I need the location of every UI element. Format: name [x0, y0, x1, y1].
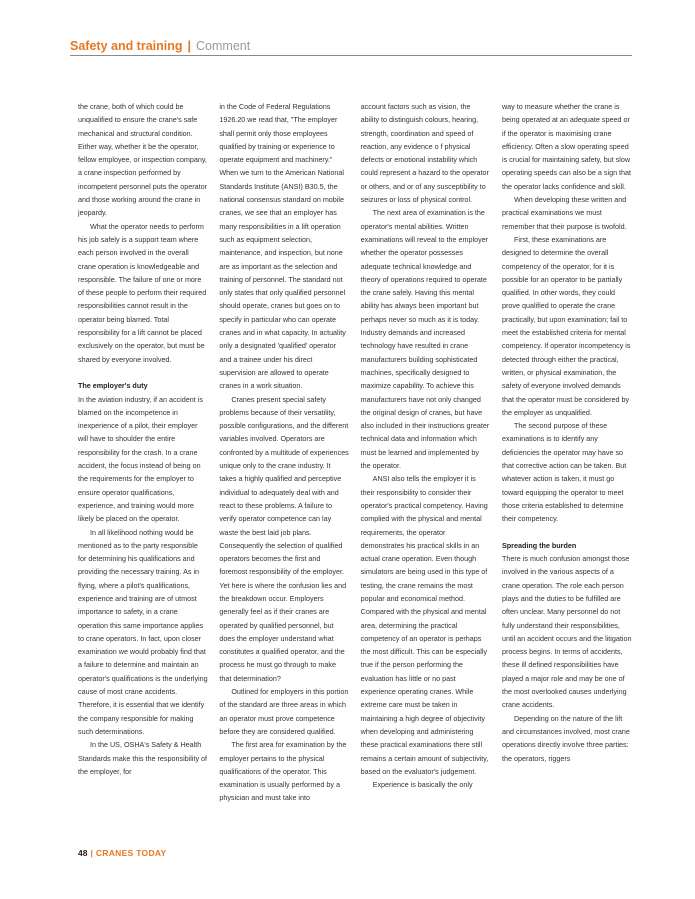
paragraph: There is much confusion amongst those involved in the various aspects of a crane operation. The role each person plays and the duties to be fulfilled are often unclear. Many personnel do not fully understand their responsibilities, until an accident occurs and the litigation process begins. In terms of accidents, these ill defined responsibilities have played a major role and may be one of the most overlooked causes underlying crane accidents.: [501, 554, 632, 710]
article-column-1: [78, 100, 208, 805]
paragraph: What the operator needs to perform his job safely is a support team where each person involved in the overall crane operation is knowledgeable and responsible. The failure of one or more of these people to perform their required responsibilities cannot result in the operator being blamed. Total responsibility for a lift cannot be placed exclusively on the operator, but must be shared by everyone involved.: [78, 221, 207, 364]
article-column-3: [361, 100, 491, 805]
paragraph: In all likelihood nothing would be mentioned as to the party responsible for determining his qualifications and providing the necessary training. As in flying, where a pilot's qualifications, experience and training are of utmost importance to safety, in a crane operation this same importance applies to crane operators. In fact, upon closer examination we would probably find that a failure to determine and maintain an operator's qualifications is the underlying cause of most crane accidents. Therefore, it is essential that we identify the company responsible for making such determinations.: [78, 527, 208, 736]
paragraph: Experience is basically the only: [372, 780, 473, 790]
footer-separator: |: [90, 848, 93, 858]
paragraph: account factors such as vision, the ability to distinguish colours, hearing, strength, coordination and speed of reaction, any evidence o f physical defects or emotional instability which could represent a hazard to the operator or others, and or of any susceptibility to seizures or loss of physical control.: [360, 102, 489, 205]
paragraph: In the US, OSHA's Safety & Health Standards make this the responsibility of the employer, for: [78, 740, 208, 776]
section-subtitle: Comment: [196, 39, 251, 53]
subheading: Spreading the burden: [501, 540, 577, 550]
paragraph: The first area for examination by the employer pertains to the physical qualifications of the operator. This examination is usually performed by a physician and must take into: [219, 740, 347, 803]
section-title: Safety and training: [70, 39, 183, 53]
paragraph: When developing these written and practical examinations we must remember that their purpose is twofold.: [501, 195, 627, 231]
page-footer: [78, 847, 167, 859]
article-column-2: [219, 100, 349, 805]
paragraph: ANSI also tells the employer it is their responsibility to consider their operator's practical competency. Having complied with the physical and mental requirements, the operator demonstrates his practical skills in an actual crane operation. Even though simulators are being used in this type of testing, the crane remains the most popular and economical method. Compared with the physical and mental area, determining the practical competency of an operator is perhaps the most difficult. This can be especially true if the person performing the evaluation has little or no past experience operating cranes. While extreme care must be taken in maintaining a high degree of objectivity when developing and administering these practical examinations there still remains a certain amount of subjectivity, based on the evaluator's judgement.: [360, 474, 489, 776]
paragraph: in the Code of Federal Regulations 1926.20 we read that, "The employer shall permit only those employees qualified by training or experience to operate equipment and machinery." When we turn to the American National Standards Institute (ANSI) B30.5, the national consensus standard on mobile cranes, we see that an employer has many responsibilities in a lift operation such as equipment selection, maintenance, and inspection, but none are as important as the selection and training of personnel. The standard not only states that only qualified personnel should operate, cranes but goes on to specify in particular who can operate cranes and in what capacity. In actuality only a designated 'qualified' operator and a trainee under his direct supervision are allowed to operate cranes in a work situation.: [219, 102, 346, 391]
article-column-4: [502, 100, 632, 805]
paragraph: Depending on the nature of the lift and circumstances involved, most crane operations directly involve three parties: the operators, riggers: [501, 713, 630, 763]
paragraph: In the aviation industry, if an accident is blamed on the incompetence in inexperience of a pilot, their employer will have to shoulder the entire responsibility for the crash. In a crane accident, the focus instead of being on the requirements for the employer to ensure operator qualifications, experience, and training would more likely be placed on the operator.: [78, 394, 203, 524]
paragraph: the crane, both of which could be unqualified to ensure the crane's safe mechanical and structural condition. Either way, whether it be the operator, fellow employee, or inspection company, a crane inspection performed by incompetent personnel puts the operator and those working around the crane in jeopardy.: [78, 102, 208, 218]
paragraph: The next area of examination is the operator's mental abilities. Written examinations will reveal to the employer whether the operator possesses adequate technical knowledge and theory of operations required to operate the crane safely. Having this mental ability has always been important but perhaps never so much as it is today. Industry demands and increased technology have resulted in crane manufacturers building sophisticated machines, specifically designed to maximize capability. To achieve this manufacturers have not only changed the original design of cranes, but have also included in their instructions greater technical data and information which must be learned and implemented by the operator.: [360, 208, 490, 471]
header-rule: [70, 55, 632, 56]
paragraph: First, these examinations are designed to determine the overall competency of the operator, for it is possible for an operator to be partially qualified. In other words, they could prove qualified to operate the crane practically, but upon examination; fail to meet the established criteria for mental competency. If operator incompetency is detected through either the practical, written, or physical examination, the safety of everyone involved demands that the operator must be considered by the employer as unqualified.: [501, 234, 631, 417]
paragraph: way to measure whether the crane is being operated at an adequate speed or if the operator is maximising crane efficiency. Often a slow operating speed is crucial for maintaining safety, but slow operating speeds can also be a sign that the operator lacks confidence and skill.: [501, 102, 632, 191]
page-number: 48: [78, 848, 88, 858]
magazine-name: CRANES TODAY: [95, 848, 167, 858]
article-body: [78, 100, 632, 805]
paragraph: The second purpose of these examinations is to identify any deficiencies the operator may have so that corrective action can be taken. But whatever action is taken, it must go toward equipping the operator to meet those criteria established to determine their competency.: [501, 421, 627, 524]
header-separator: |: [187, 39, 192, 53]
section-header: [70, 38, 250, 54]
paragraph: Outlined for employers in this portion of the standard are three areas in which an operator must prove competence before they are considered qualified.: [219, 687, 349, 736]
subheading: The employer's duty: [78, 381, 148, 391]
paragraph: Cranes present special safety problems because of their versatility, possible configurations, and the different variables involved. Operators are confronted by a multitude of experiences unique only to the crane industry. It takes a highly qualified and perceptive individual to adequately deal with and react to these problems. A failure to verify operator competence can lay waste the best laid job plans. Consequently the selection of qualified operators becomes the first and foremost responsibility of the employer. Yet here is where the confusion lies and the breakdown occur. Employers generally feel as if their cranes are operated by qualified personnel, but does the employer understand what constitutes a qualified operator, and the process he must go through to make that determination?: [219, 394, 349, 683]
